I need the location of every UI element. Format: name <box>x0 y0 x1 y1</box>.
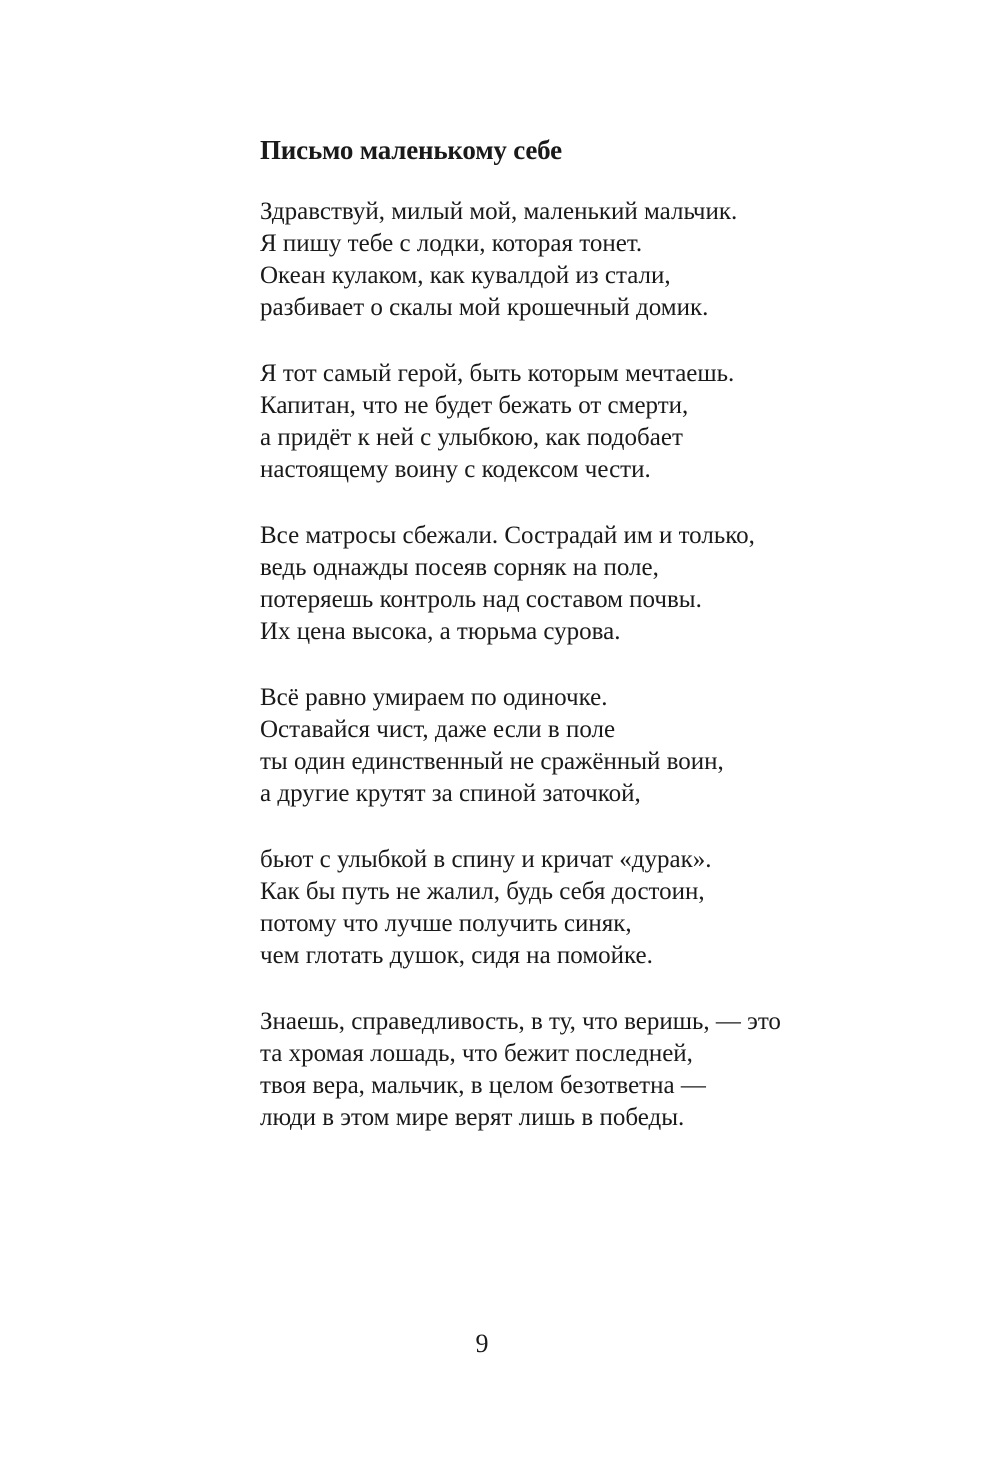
stanza <box>260 1006 900 1134</box>
poem-line: потеряешь контроль над составом почвы. <box>260 586 702 613</box>
page-number: 9 <box>475 1329 489 1358</box>
stanza <box>260 520 900 648</box>
poem-line: бьют с улыбкой в спину и кричат «дурак». <box>260 846 712 873</box>
poem-line: Знаешь, справедливость, в ту, что веришь, — это <box>260 1008 781 1035</box>
poem-line: Океан кулаком, как кувалдой из стали, <box>260 262 671 289</box>
poem-line: ты один единственный не сражённый воин, <box>260 748 724 775</box>
poem-line: Капитан, что не будет бежать от смерти, <box>260 392 689 419</box>
poem-line: Все матросы сбежали. Сострадай им и только, <box>260 522 755 549</box>
poem-line: а придёт к ней с улыбкою, как подобает <box>260 424 683 451</box>
stanza <box>260 196 900 324</box>
poem-line: потому что лучше получить синяк, <box>260 910 632 937</box>
poem-line: чем глотать душок, сидя на помойке. <box>260 942 653 969</box>
poem-line: ведь однажды посеяв сорняк на поле, <box>260 554 659 581</box>
poem-line: Всё равно умираем по одиночке. <box>260 684 608 711</box>
poem-line: Их цена высока, а тюрьма сурова. <box>260 618 621 645</box>
poem-line: Я тот самый герой, быть которым мечтаешь. <box>260 360 735 387</box>
poem-line: разбивает о скалы мой крошечный домик. <box>260 294 709 321</box>
poem-line: настоящему воину с кодексом чести. <box>260 456 651 483</box>
stanza <box>260 682 900 810</box>
poem-line: Я пишу тебе с лодки, которая тонет. <box>260 230 643 257</box>
poem-line: твоя вера, мальчик, в целом безответна — <box>260 1072 706 1099</box>
poem-line: а другие крутят за спиной заточкой, <box>260 780 641 807</box>
stanza <box>260 844 900 972</box>
poem-line: Оставайся чист, даже если в поле <box>260 716 616 743</box>
poem-line: люди в этом мире верят лишь в победы. <box>260 1104 685 1131</box>
poem-line: Здравствуй, милый мой, маленький мальчик. <box>260 198 738 225</box>
poem-body <box>260 196 900 1168</box>
poem-line: та хромая лошадь, что бежит последней, <box>260 1040 693 1067</box>
stanza <box>260 358 900 486</box>
poem-line: Как бы путь не жалил, будь себя достоин, <box>260 878 705 905</box>
poem-title: Письмо маленькому себе <box>260 135 562 165</box>
